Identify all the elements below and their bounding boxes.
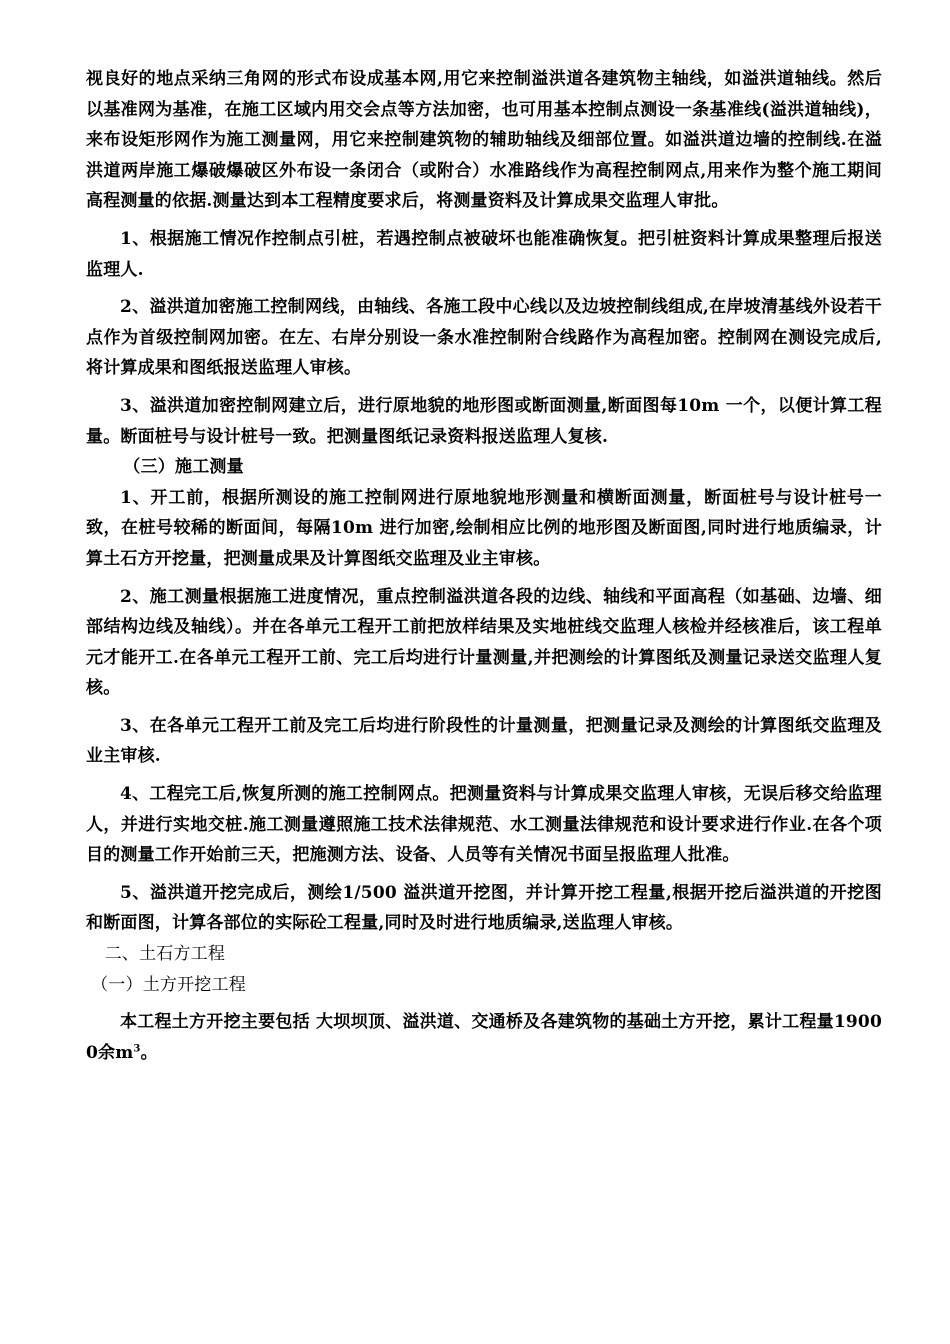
cubic-superscript: 3 xyxy=(133,1043,141,1055)
paragraph-survey-5: 5、溢洪道开挖完成后，测绘1/500 溢洪道开挖图，并计算开挖工程量,根据开挖后溢洪道的开挖图和断面图，计算各部位的实际砼工程量,同时及时进行地质编录,送监理人审核。 xyxy=(86,882,882,934)
section-heading-earthwork: 二、土石方工程 xyxy=(104,944,226,965)
excavation-summary-text: 本工程土方开挖主要包括 大坝坝顶、溢洪道、交通桥及各建筑物的基础土方开挖，累计工程量19000余m xyxy=(86,1012,882,1063)
paragraph-item-2: 2、溢洪道加密施工控制网线，由轴线、各施工段中心线以及边坡控制线组成,在岸坡清基线外设若干点作为首级控制网加密。在左、右岸分别设一条水准控制附合线路作为高程加密。控制网在测设完成后,将计算成果和图纸报送监理人审核。 xyxy=(86,297,882,379)
paragraph-survey-1: 1、开工前，根据所测设的施工控制网进行原地貌地形测量和横断面测量，断面桩号与设计桩号一致，在桩号较稀的断面间，每隔10m 进行加密,绘制相应比例的地形图及断面图,同时进行地质编录，计算土石方开挖量，把测量成果及计算图纸交监理及业主审核。 xyxy=(86,487,882,569)
paragraph-control-network: 视良好的地点采纳三角网的形式布设成基本网,用它来控制溢洪道各建筑物主轴线，如溢洪道轴线。然后以基准网为基准，在施工区域内用交会点等方法加密，也可用基本控制点测设一条基准线(溢洪道轴线)，来布设矩形网作为施工测量网，用它来控制建筑物的辅助轴线及细部位置。如溢洪道边墙的控制线.在溢洪道两岸施工爆破爆破区外布设一条闭合（或附合）水准路线作为高程控制网点,用来作为整个施工期间高程测量的依据.测量达到本工程精度要求后，将测量资料及计算成果交监理人审批。 xyxy=(86,69,882,212)
paragraph-item-3: 3、溢洪道加密控制网建立后，进行原地貌的地形图或断面测量,断面图每10m 一个，以便计算工程量。断面桩号与设计桩号一致。把测量图纸记录资料报送监理人复核. xyxy=(86,395,882,447)
paragraph-excavation-summary xyxy=(86,1007,882,1068)
excavation-summary-end: 。 xyxy=(140,1042,158,1063)
section-heading-construction-survey: （三）施工测量 xyxy=(123,457,244,478)
paragraph-survey-3: 3、在各单元工程开工前及完工后均进行阶段性的计量测量，把测量记录及测绘的计算图纸交监理及业主审核. xyxy=(86,715,882,767)
paragraph-survey-4: 4、工程完工后,恢复所测的施工控制网点。把测量资料与计算成果交监理人审核，无误后移交给监理人，并进行实地交桩.施工测量遵照施工技术法律规范、水工测量法律规范和设计要求进行作业.在各个项目的测量工作开始前三天，把施测方法、设备、人员等有关情况书面呈报监理人批准。 xyxy=(86,784,882,866)
paragraph-item-1: 1、根据施工情况作控制点引桩，若遇控制点被破坏也能准确恢复。把引桩资料计算成果整理后报送监理人. xyxy=(86,228,882,280)
subsection-heading-earth-excavation: （一）土方开挖工程 xyxy=(91,974,246,995)
paragraph-survey-2: 2、施工测量根据施工进度情况，重点控制溢洪道各段的边线、轴线和平面高程（如基础、边墙、细部结构边线及轴线）。并在各单元工程开工前把放样结果及实地桩线交监理人核检并经核准后，该工程单元才能开工.在各单元工程开工前、完工后均进行计量测量,并把测绘的计算图纸及测量记录送交监理人复核。 xyxy=(86,586,882,699)
